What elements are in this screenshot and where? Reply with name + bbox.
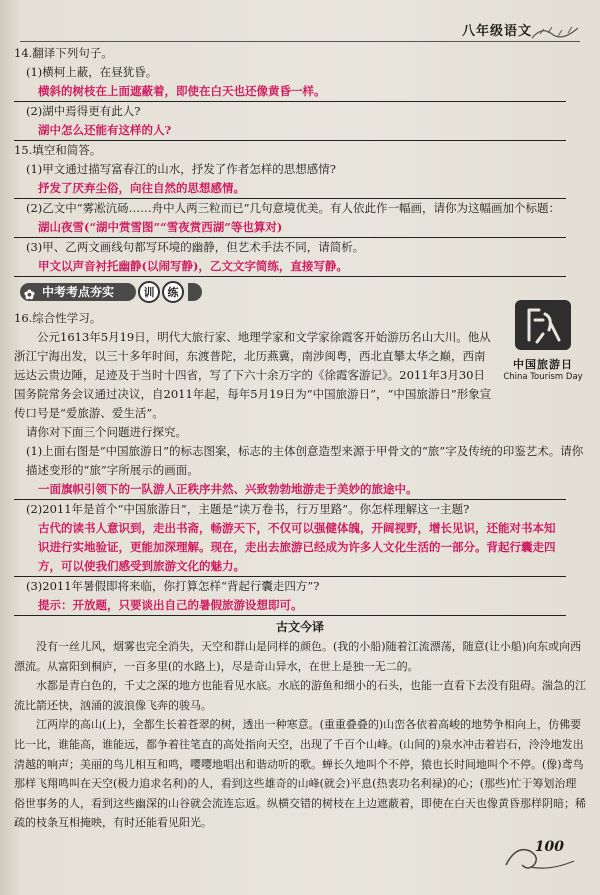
answer-15-2: 湖山夜雪(“湖中赏雪图”“雪夜赏西湖”等也算对) bbox=[14, 218, 566, 238]
answer-14-1: 横斜的树枝在上面遮蔽着，即使在白天也还像黄昏一样。 bbox=[14, 82, 566, 102]
banner-swirl-icon: ✿ bbox=[24, 288, 35, 303]
logo-chinese-text: 中国旅游日 bbox=[513, 358, 573, 371]
question-16-1: (1)上面右图是“中国旅游日”的标志图案，标志的主体创意造型来源于甲骨文的“旅”字及传统的印鉴艺术。请你描述变形的“旅”字所展示的画面。 bbox=[26, 444, 584, 477]
translation-title: 古文今译 bbox=[275, 620, 324, 634]
page-number: 100 bbox=[534, 839, 564, 855]
question-15-title: 15.填空和简答。 bbox=[14, 143, 102, 157]
question-16-passage: 公元1613年5月19日，明代大旅行家、地理学家和文学家徐霞客开始游历名山大川。他从浙江宁海出发，以三十多年时间，东渡普陀，北历燕冀，南涉闽粤，西北直攀太华之巅，西南远达云贵边陲，足迹及于当时十四省，写了下六十余万字的《徐霞客游记》。2011年3月30日国务院常务会议通过决议，自2011年起，每年5月19日为“中国旅游日”，“中国旅游日”形象宣传口号是“爱旅游、爱生活”。 bbox=[14, 330, 492, 420]
banner-tail bbox=[188, 283, 202, 301]
question-14-title: 14.翻译下列句子。 bbox=[14, 46, 113, 60]
answer-16-1: 一面旗帜引领下的一队游人正秩序井然、兴致勃勃地游走于美妙的旅途中。 bbox=[14, 480, 566, 500]
translation-paragraph-1: 没有一丝儿风，烟雾也完全消失，天空和群山是同样的颜色。(我的小船)随着江流漂荡，随意(让小船)向东或向西漂流。从富阳到桐庐，一百多里(的水路上)，尽是奇山异水，在世上是独一无二的。 bbox=[14, 640, 582, 673]
question-15-2: (2)乙文中“雾凇沆砀……舟中人两三粒而已”几句意境优美。有人依此作一幅画，请你为这幅画加个标题： bbox=[26, 201, 561, 215]
logo-english-text: China Tourism Day bbox=[503, 372, 583, 382]
question-16-2: (2)2011年是首个“中国旅游日”，主题是“读万卷书，行万里路”。你怎样理解这一主题? bbox=[26, 502, 470, 516]
tourism-logo-icon bbox=[515, 300, 571, 350]
answer-15-3: 甲文以声音衬托幽静(以闹写静)，乙文文字简练，直接写静。 bbox=[14, 257, 566, 277]
section-banner bbox=[14, 281, 586, 305]
answer-14-2: 湖中怎么还能有这样的人? bbox=[14, 121, 566, 141]
question-16-title: 16.综合性学习。 bbox=[14, 311, 102, 325]
answer-15-1: 抒发了厌弃尘俗，向往自然的思想感情。 bbox=[14, 179, 566, 199]
header-rule bbox=[20, 41, 580, 42]
page-content bbox=[14, 44, 586, 833]
translation-paragraph-3: 江两岸的高山(上)，全都生长着苍翠的树，透出一种寒意。(重重叠叠的)山峦各依着高峻的地势争相向上，仿佛要比一比，谁能高，谁能远，都争着往笔直的高处指向天空，出现了千百个山峰。(山间的)泉水冲击着岩石，泠泠地发出清越的响声；美丽的鸟儿相互和鸣，嘤嘤地唱出和谐动听的歌。蝉长久地叫个不停，猿也长时间地叫个不停。(像)鸢鸟那样飞翔鸣叫在天空(极力追求名利)的人，看到这些雄奇的山峰(就会)平息(热衷功名利禄)的心；(那些)忙于筹划治理俗世事务的人，看到这些幽深的山谷就会流连忘返。纵横交错的树枝在上边遮蔽着，即使在白天也像黄昏那样阴暗；稀疏的枝条互相掩映，有时还能看见阳光。 bbox=[14, 718, 586, 830]
banner-char-2: 练 bbox=[162, 281, 184, 303]
china-tourism-day-logo bbox=[503, 300, 583, 388]
subject-header: 八年级语文 bbox=[461, 24, 532, 39]
banner-label: ✿ 中考考点夯实 bbox=[20, 283, 136, 301]
translation-paragraph-2: 水都是青白色的，千丈之深的地方也能看见水底。水底的游鱼和细小的石头，也能一直看下去没有阻碍。湍急的江流比箭还快，汹涌的波浪像飞奔的骏马。 bbox=[14, 679, 586, 712]
question-16-3: (3)2011年暑假即将来临，你打算怎样“背起行囊走四方”? bbox=[26, 579, 320, 593]
question-15-1: (1)甲文通过描写富春江的山水，抒发了作者怎样的思想感情? bbox=[26, 162, 336, 176]
question-15-3: (3)甲、乙两文画线句都写环境的幽静，但艺术手法不同，请简析。 bbox=[26, 240, 365, 254]
question-14-2: (2)湖中焉得更有此人? bbox=[26, 104, 141, 118]
banner-char-1: 训 bbox=[138, 281, 160, 303]
answer-16-2: 古代的读书人意识到，走出书斋，畅游天下，不仅可以强健体魄，开阔视野，增长见识，还能对书本知识进行实地验证，更能加深理解。现在，走出去旅游已经成为许多人文化生活的一部分。背起行囊走四方，可以使我们感受到旅游文化的魅力。 bbox=[14, 519, 566, 577]
question-16-prompt: 请你对下面三个问题进行探究。 bbox=[26, 425, 187, 439]
header-decoration-icon bbox=[530, 22, 580, 42]
answer-16-3: 提示：开放题，只要谈出自己的暑假旅游设想即可。 bbox=[14, 596, 566, 616]
question-14-1: (1)横柯上蔽，在昼犹昏。 bbox=[26, 65, 158, 79]
